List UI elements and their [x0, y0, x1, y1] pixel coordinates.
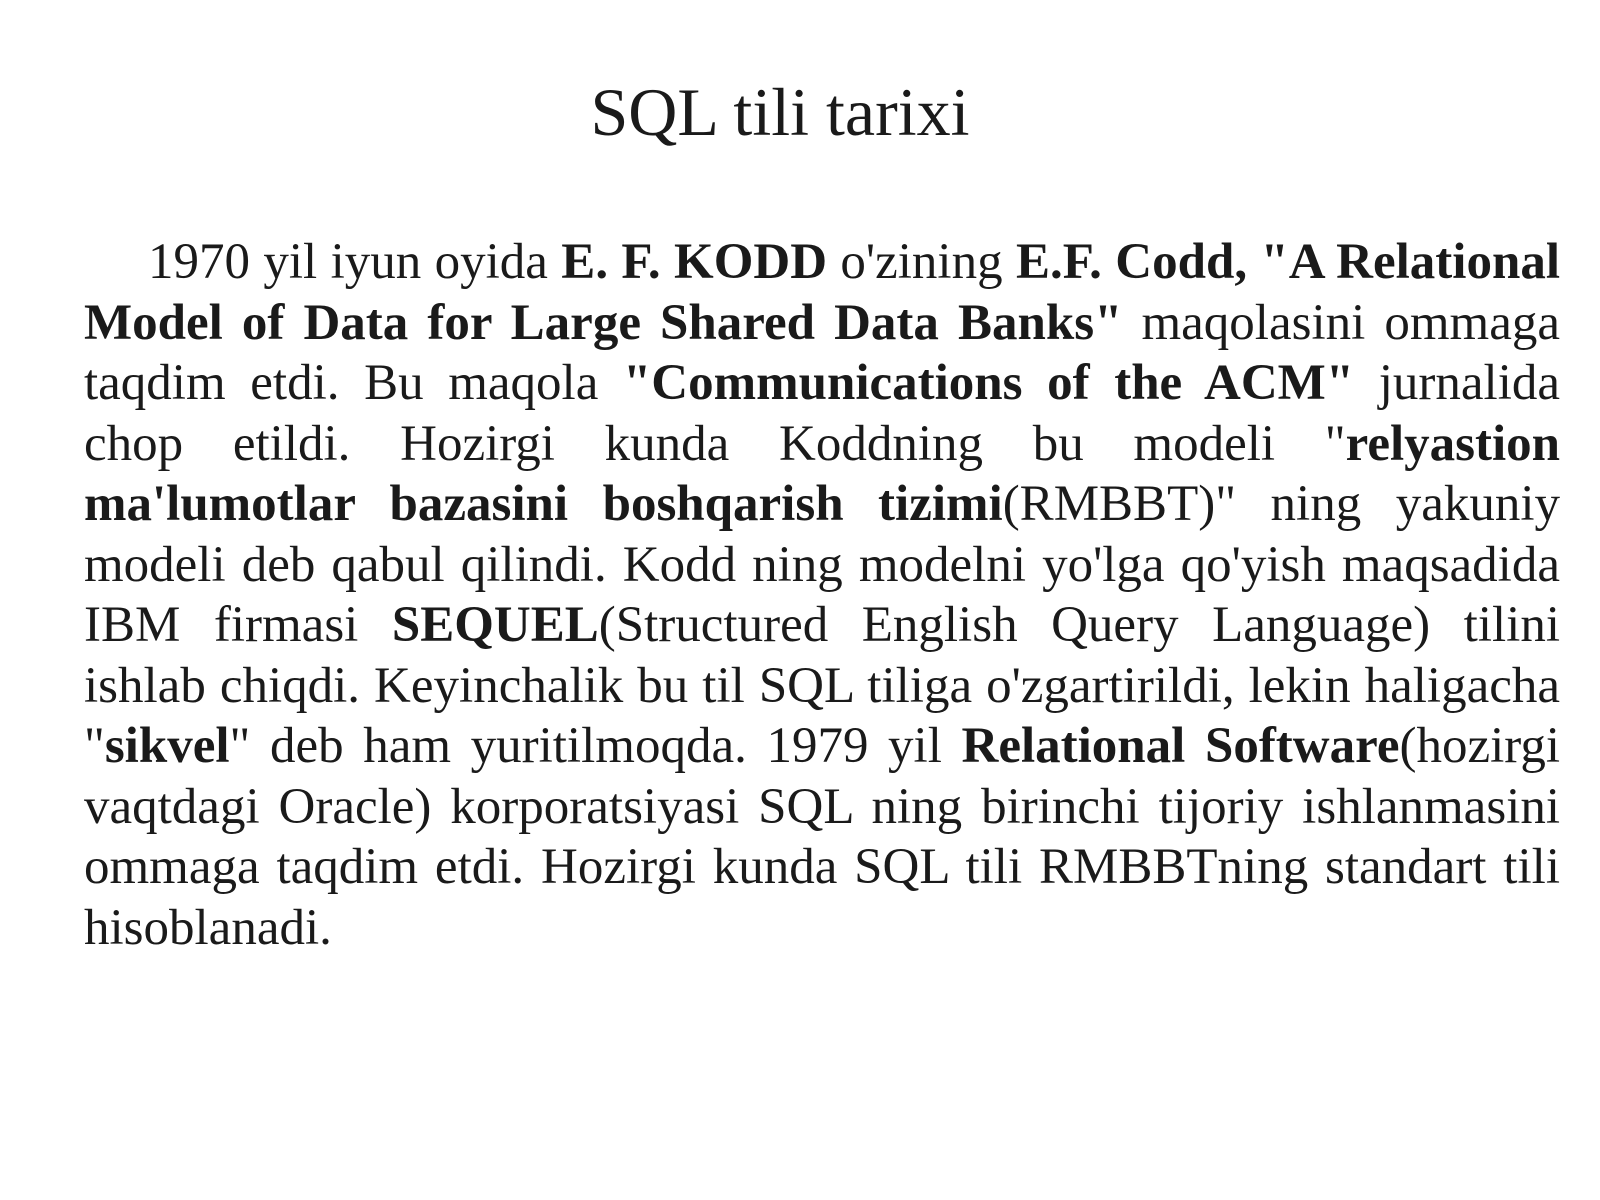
text-run: (Structured English Query Language) tilini ishlab chiqdi. Keyinchalik bu til SQL tiliga o'zgartirildi, lekin haligacha ": [84, 597, 1560, 774]
slide-title: SQL tili tarixi: [590, 74, 970, 150]
text-run: (RMBBT)" ning yakuniy modeli deb qabul qilindi. Kodd ning modelni yo'lga qo'yish maqsadida IBM firmasi: [84, 476, 1561, 653]
text-run: jurnalida chop etildi. Hozirgi kunda Koddning bu modeli ": [84, 355, 1561, 472]
bold-text-run: E.F. Codd, "A Relational Model of Data for Large Shared Data Banks": [84, 234, 1560, 351]
bold-text-run: SEQUEL: [391, 597, 599, 653]
slide-body-paragraph: [84, 232, 1560, 958]
bold-text-run: relyastion ma'lumotlar bazasini boshqarish tizimi: [84, 415, 1560, 532]
bold-text-run: Relational Software: [961, 718, 1400, 774]
text-run: o'zining: [827, 234, 1016, 290]
text-run: maqolasini ommaga taqdim etdi. Bu maqola: [84, 294, 1560, 411]
bold-text-run: E. F. KODD: [561, 234, 828, 290]
text-run: " deb ham yuritilmoqda. 1979 yil: [229, 718, 962, 774]
text-run: 1970 yil iyun oyida: [148, 234, 562, 290]
bold-text-run: sikvel: [104, 718, 230, 774]
bold-text-run: "Communications of the ACM": [622, 355, 1355, 411]
text-run: (hozirgi vaqtdagi Oracle) korporatsiyasi SQL ning birinchi tijoriy ishlanmasini ommaga taqdim etdi. Hozirgi kunda SQL tili RMBBTning standart tili hisoblanadi.: [84, 718, 1560, 956]
